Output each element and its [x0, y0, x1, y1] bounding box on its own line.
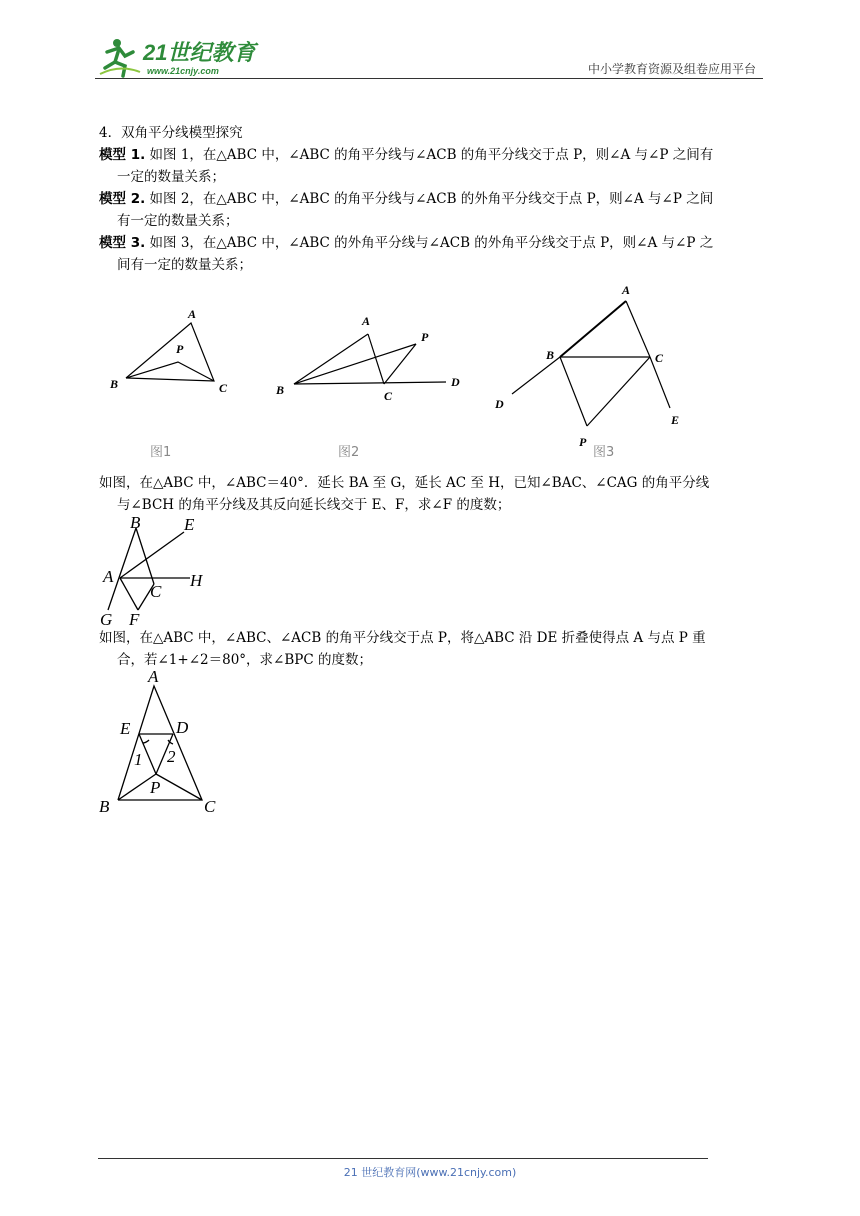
- fig5-label-B: B: [99, 797, 110, 816]
- logo-text: 21世纪教育: [143, 40, 256, 65]
- fig4-label-G: G: [100, 610, 113, 629]
- fig4-label-A: A: [103, 567, 114, 586]
- fig3-label-P: P: [579, 435, 587, 449]
- model-1-line1: 如图 1，在△ABC 中，∠ABC 的角平分线与∠ACB 的角平分线交于点 P，则∠A 与∠P 之间有: [145, 147, 714, 163]
- model-2-line2: 有一定的数量关系；: [117, 213, 239, 229]
- footer-link[interactable]: 21 世纪教育网(www.21cnjy.com): [343, 1166, 517, 1179]
- model-2: [99, 188, 763, 232]
- fig5-label-E: E: [120, 719, 131, 738]
- fig1-label-C: C: [219, 381, 228, 395]
- section-title: 4．双角平分线模型探究: [99, 125, 243, 141]
- fig3-label-A: A: [622, 283, 631, 297]
- figure-5: [96, 664, 226, 816]
- fig1-label-A: A: [188, 307, 197, 321]
- fig3-label-B: B: [546, 348, 555, 362]
- problem-1-line1: 如图，在△ABC 中，∠ABC＝40°．延长 BA 至 G，延长 AC 至 H，已知∠BAC、∠CAG 的角平分线: [99, 475, 710, 491]
- problem-2-line1: 如图，在△ABC 中，∠ABC、∠ACB 的角平分线交于点 P，将△ABC 沿 DE 折叠使得点 A 与点 P 重: [99, 630, 706, 646]
- fig5-label-A: A: [148, 667, 159, 686]
- fig5-label-1: 1: [134, 750, 143, 769]
- header-divider: [95, 78, 763, 79]
- footer-divider: [98, 1158, 708, 1159]
- logo-url: www.21cnjy.com: [147, 66, 219, 76]
- model-3-label: 模型 3.: [99, 235, 146, 251]
- header-platform-text: 中小学教育资源及组卷应用平台: [587, 62, 756, 76]
- model-3-line2: 间有一定的数量关系；: [117, 257, 252, 273]
- fig4-label-C: C: [150, 582, 162, 601]
- model-1-line2: 一定的数量关系；: [117, 169, 225, 185]
- fig4-label-H: H: [190, 571, 203, 590]
- fig2-label-B: B: [276, 383, 285, 397]
- site-logo: [95, 34, 275, 82]
- fig1-label-P: P: [176, 342, 184, 356]
- fig3-label-C: C: [655, 351, 664, 365]
- fig4-label-F: F: [129, 610, 140, 629]
- fig5-label-2: 2: [167, 747, 176, 766]
- fig2-label-D: D: [451, 375, 460, 389]
- model-2-label: 模型 2.: [99, 191, 146, 207]
- fig1-label-B: B: [110, 377, 119, 391]
- model-3: [99, 232, 763, 276]
- problem-2-line2: 合，若∠1+∠2＝80°，求∠BPC 的度数；: [117, 652, 372, 668]
- fig3-label-D: D: [495, 397, 504, 411]
- fig1-caption: 图1: [150, 445, 172, 460]
- runner-icon: [100, 39, 140, 76]
- problem-1-line2: 与∠BCH 的角平分线及其反向延长线交于 E、F，求∠F 的度数；: [117, 497, 511, 513]
- fig5-label-C: C: [204, 797, 216, 816]
- fig2-caption: 图2: [338, 445, 360, 460]
- fig2-label-P: P: [421, 330, 429, 344]
- model-3-line1: 如图 3，在△ABC 中，∠ABC 的外角平分线与∠ACB 的外角平分线交于点 P，则∠A 与∠P 之: [145, 235, 714, 251]
- figure-4: [98, 512, 213, 630]
- model-1-label: 模型 1.: [99, 147, 146, 163]
- model-2-line1: 如图 2，在△ABC 中，∠ABC 的角平分线与∠ACB 的外角平分线交于点 P，则∠A 与∠P 之间: [145, 191, 714, 207]
- fig4-label-E: E: [184, 515, 195, 534]
- figures-row: [0, 280, 860, 470]
- fig4-label-B: B: [130, 513, 141, 532]
- fig2-label-C: C: [384, 389, 393, 403]
- problem-1: [99, 472, 763, 516]
- fig5-label-P: P: [150, 778, 161, 797]
- figure-1: [126, 323, 214, 381]
- fig3-caption: 图3: [593, 445, 615, 460]
- fig5-label-D: D: [176, 718, 189, 737]
- figure-3: [512, 301, 670, 426]
- fig2-label-A: A: [362, 314, 371, 328]
- fig3-label-E: E: [671, 413, 680, 427]
- model-1: [99, 144, 763, 188]
